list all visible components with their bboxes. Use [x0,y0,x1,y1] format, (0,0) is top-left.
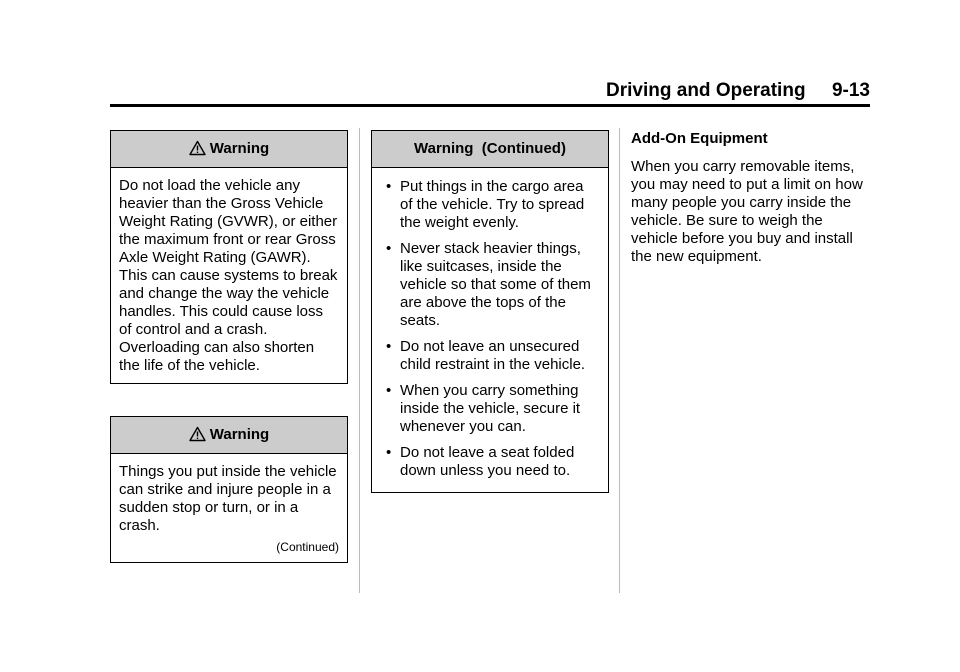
warning-box-continued [371,130,609,493]
section-title: Driving and Operating [606,80,806,101]
add-on-equipment-section [631,130,871,266]
warning-body [372,168,608,492]
continued-label: (Continued) [276,540,339,554]
list-item: • Put things in the cargo area of the vehicle. Try to spread the weight evenly. [380,178,600,232]
warning-title: Warning [209,426,270,443]
warning-title: Warning (Continued) [414,140,566,157]
column-divider-left [359,128,360,593]
warning-body [111,454,347,562]
page-number: 9-13 [831,80,870,101]
warning-box-load [110,130,348,384]
list-item: • Do not leave an unsecured child restraint in the vehicle. [380,338,600,374]
warning-title: Warning [209,140,270,157]
column-divider-right [619,128,620,593]
page-header [110,70,870,107]
bullet-list [380,178,600,480]
warning-triangle-icon [189,140,206,156]
warning-body: Do not load the vehicle any heavier than the Gross Vehicle Weight Rating (GVWR), or either the maximum front or rear Gross Axle Weight Rating (GAWR). This can cause systems to break and change the way the vehicle handles. This could cause loss of control and a crash. Overloading can also shorten the life of the vehicle. [119,177,338,374]
warning-box-cargo [110,416,348,563]
list-item: • When you carry something inside the vehicle, secure it whenever you can. [380,382,600,436]
section-heading: Add-On Equipment [631,130,768,147]
warning-triangle-icon [189,426,206,442]
list-item: • Never stack heavier things, like suitcases, inside the vehicle so that some of them are above the tops of the seats. [380,240,600,330]
warning-header [372,131,608,168]
list-item: • Do not leave a seat folded down unless you need to. [380,444,600,480]
section-body: When you carry removable items, you may need to put a limit on how many people you carry inside the vehicle. Be sure to weigh the vehicle before you buy and install the new equipment. [631,158,863,265]
warning-text: Things you put inside the vehicle can strike and injure people in a sudden stop or turn, or in a crash. [119,463,337,534]
warning-header [111,131,347,168]
header-title [606,80,870,102]
warning-header [111,417,347,454]
